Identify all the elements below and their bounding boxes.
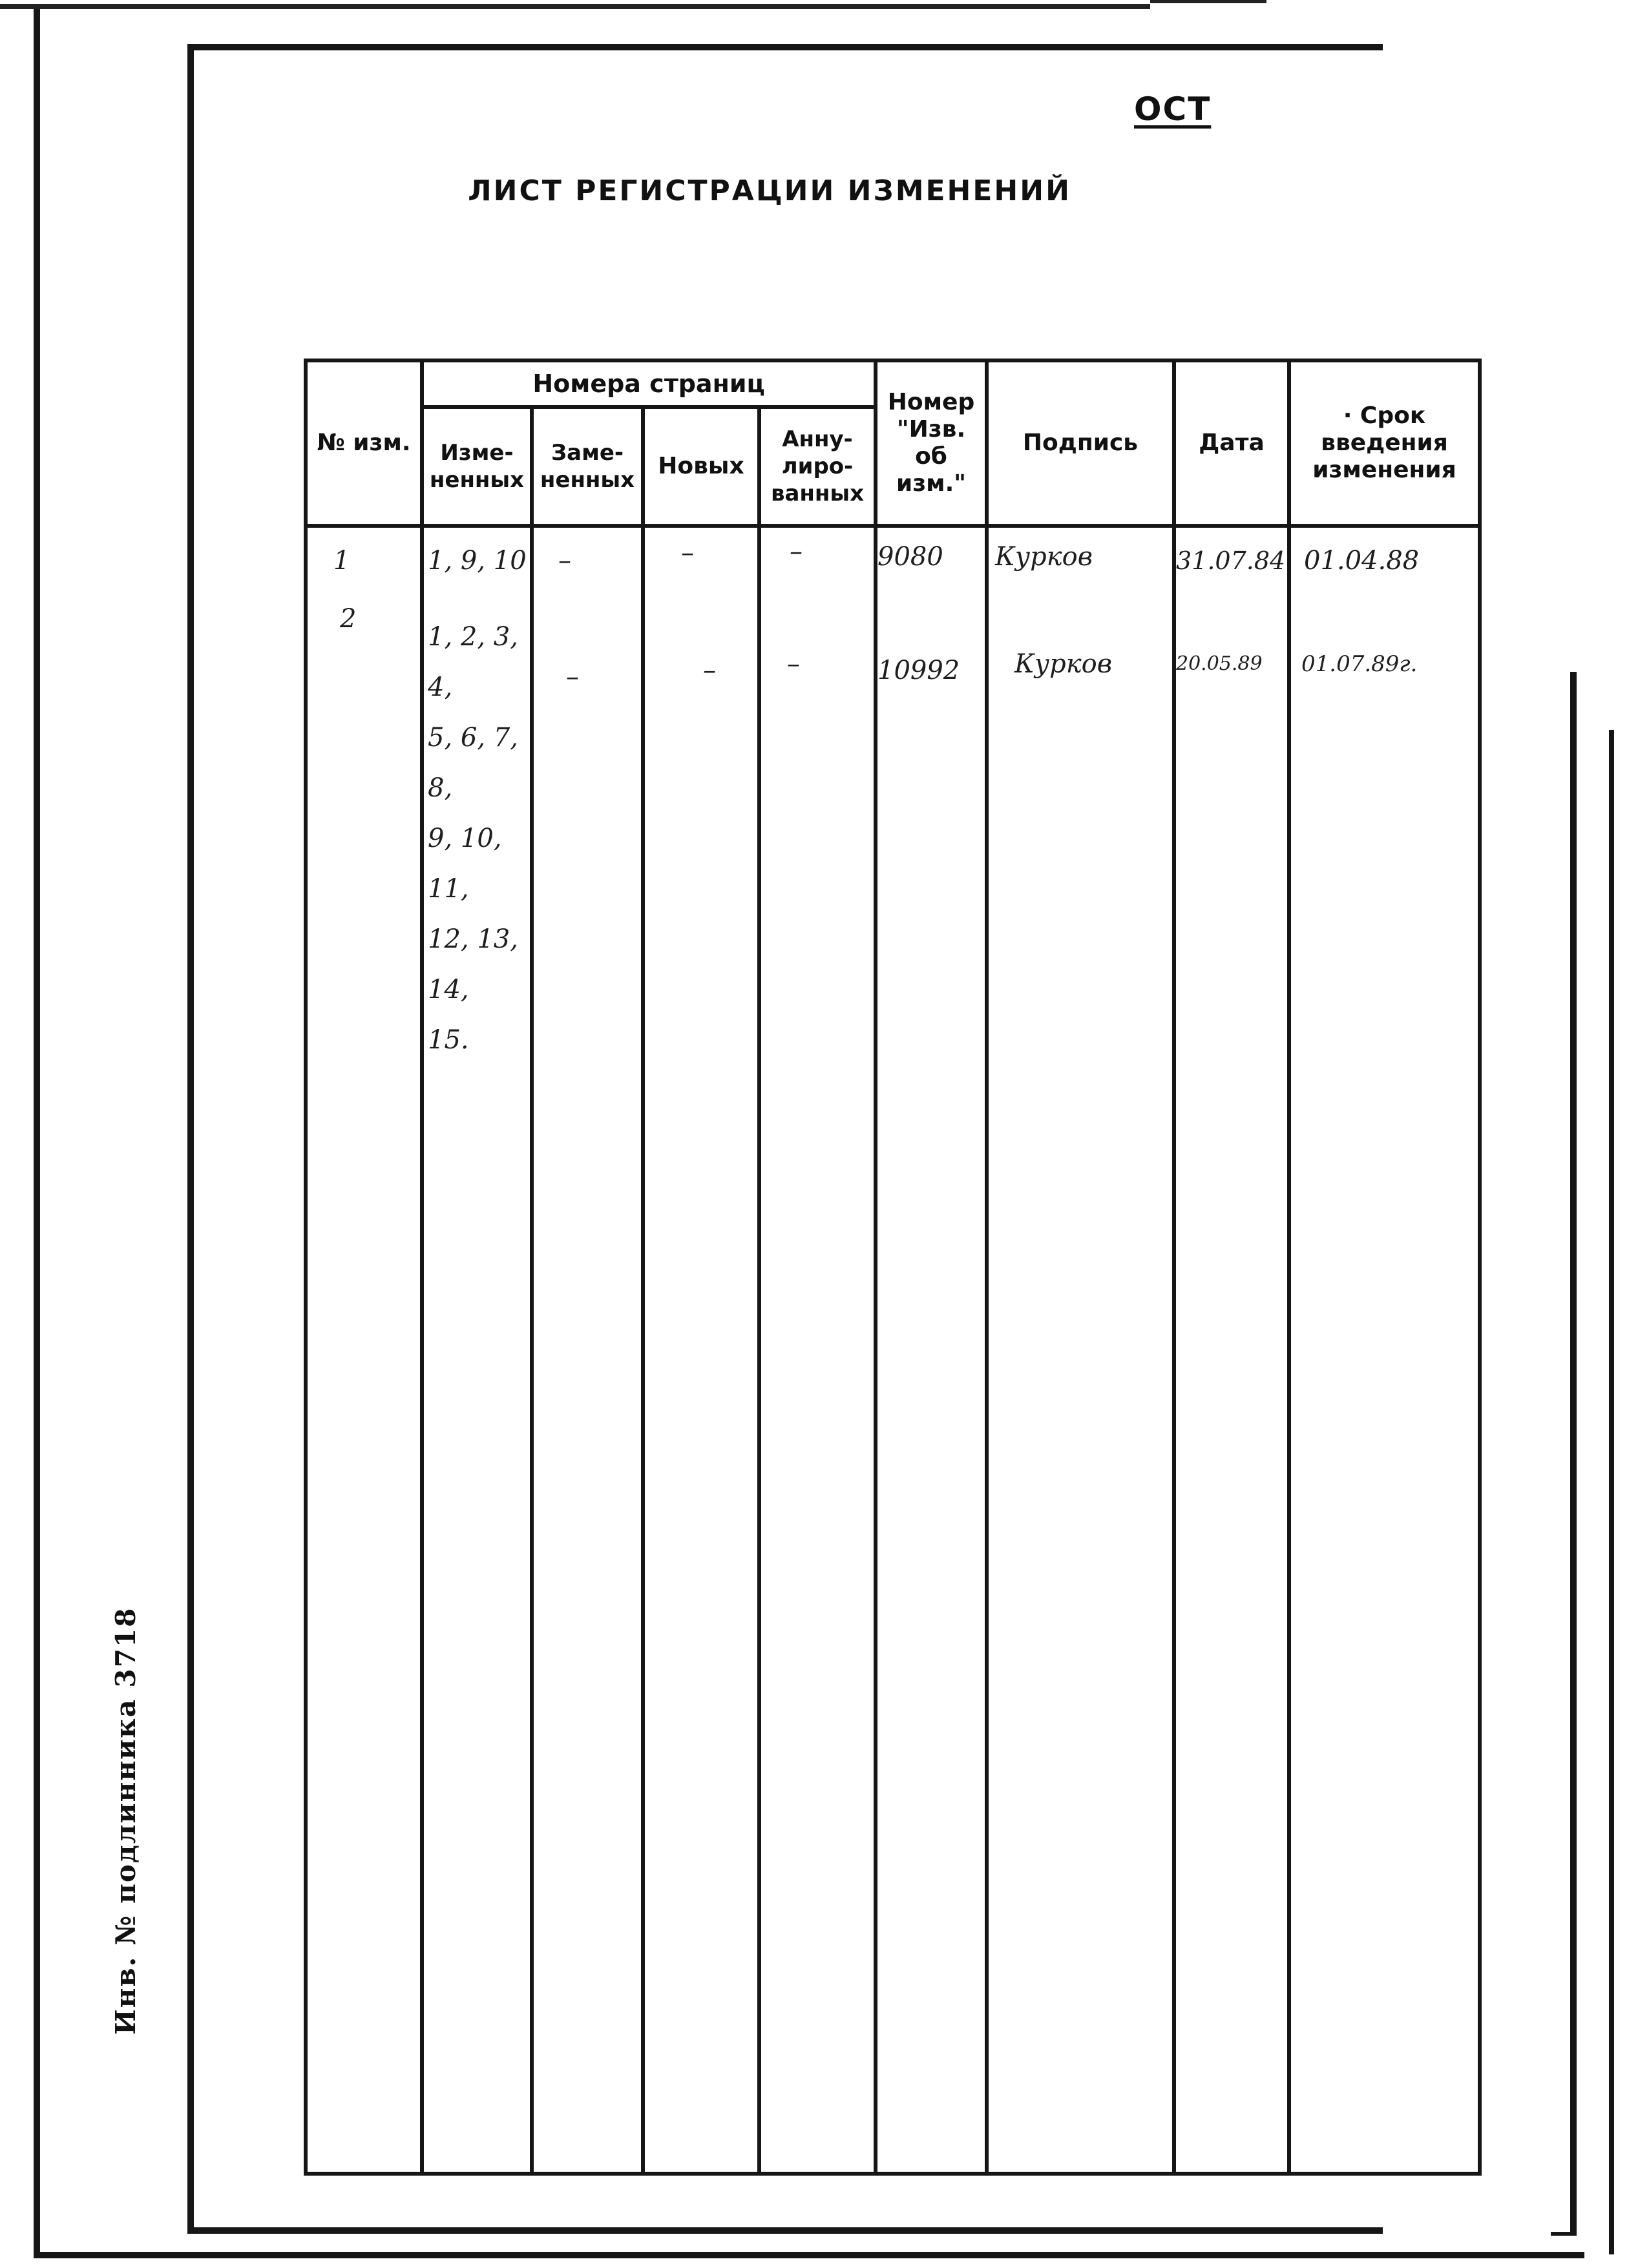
row-1-annulled: – xyxy=(790,537,803,567)
column-header-effective: · Срок введения изменения xyxy=(1289,360,1480,526)
page-title: ЛИСТ РЕГИСТРАЦИИ ИЗМЕНЕНИЙ xyxy=(468,174,1071,207)
row-1-signature: Курков xyxy=(995,542,1093,572)
change-registration-table xyxy=(304,359,1482,2176)
row-2-changed: 1, 2, 3, 4, 5, 6, 7, 8, 9, 10, 11, 12, 13, 14, 15. xyxy=(428,622,518,1055)
scan-edge-line xyxy=(0,4,1150,9)
cell-num xyxy=(306,526,422,2174)
cell-replaced xyxy=(532,526,643,2174)
cell-signature xyxy=(987,526,1174,2174)
row-2-num: 2 xyxy=(340,604,357,634)
column-header-num: № изм. xyxy=(306,360,422,526)
cell-new xyxy=(643,526,759,2174)
ost-mark: ОСТ xyxy=(1134,90,1212,128)
column-header-new: Новых xyxy=(643,407,759,526)
row-1-notice-number: 9080 xyxy=(877,542,943,572)
row-1-date: 31.07.84 xyxy=(1176,546,1286,575)
column-header-replaced: Заме-ненных xyxy=(532,407,643,526)
cell-annulled xyxy=(759,526,876,2174)
row-2-replaced: – xyxy=(566,662,579,692)
row-2-date: 20.05.89 xyxy=(1176,652,1263,675)
row-2-new: – xyxy=(703,656,716,685)
scan-edge-line xyxy=(1150,0,1266,3)
cell-effective xyxy=(1289,526,1480,2174)
scan-edge-line xyxy=(1570,672,1577,2235)
inventory-number-label: Инв. № подлинника 3718 xyxy=(110,1607,142,2035)
row-1-changed: 1, 9, 10 xyxy=(428,546,527,576)
cell-notice-number xyxy=(876,526,987,2174)
column-header-notice-number: Номер "Изв. об изм." xyxy=(876,360,987,526)
row-1-replaced: – xyxy=(558,546,571,576)
row-2-signature: Курков xyxy=(1014,649,1113,679)
outer-frame-bottom xyxy=(34,2252,1584,2258)
outer-frame-left xyxy=(34,9,40,2257)
column-group-page-numbers: Номера страниц xyxy=(422,360,876,407)
column-header-signature: Подпись xyxy=(987,360,1174,526)
row-1-num: 1 xyxy=(333,546,350,576)
column-header-changed: Изме-ненных xyxy=(422,407,532,526)
scan-edge-mark xyxy=(1551,2232,1577,2236)
row-2-annulled: – xyxy=(787,649,800,679)
cell-changed xyxy=(422,526,532,2174)
row-2-effective: 01.07.89г. xyxy=(1301,651,1418,677)
scan-edge-line xyxy=(1609,730,1614,2254)
cell-date xyxy=(1174,526,1289,2174)
row-1-effective: 01.04.88 xyxy=(1304,546,1420,576)
row-2-notice-number: 10992 xyxy=(877,656,960,685)
column-header-date: Дата xyxy=(1174,360,1289,526)
row-1-new: – xyxy=(681,538,694,568)
column-header-annulled: Анну-лиро-ванных xyxy=(759,407,876,526)
